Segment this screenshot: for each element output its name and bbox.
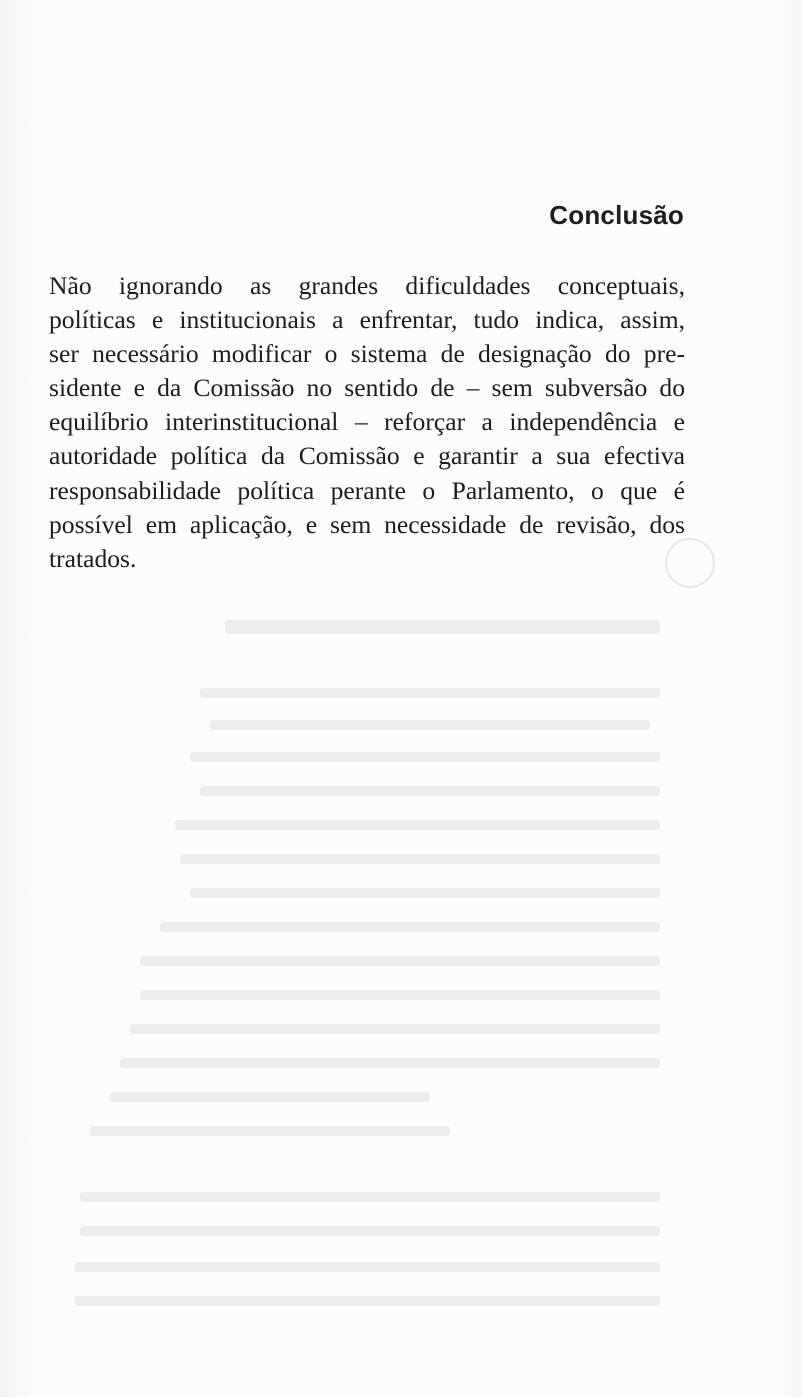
paragraph-line: sidente e da Comissão no sentido de – sem subversão do [49,373,685,403]
paragraph-line: autoridade política da Comissão e garantir a sua efectiva [49,441,685,471]
paragraph-line: possível em aplicação, e sem necessidade de revisão, dos [49,509,685,539]
running-header-title: Conclusão [549,200,684,230]
conclusion-paragraph [49,269,685,576]
paragraph-line: ser necessário modificar o sistema de designação do pre- [49,339,685,369]
paragraph-line: equilíbrio interinstitucional – reforçar a independência e [49,407,685,437]
paragraph-line: tratados. [49,543,137,573]
paragraph-line: políticas e institucionais a enfrentar, tudo indica, assim, [49,305,685,335]
paragraph-line: responsabilidade política perante o Parlamento, o que é [49,475,685,505]
paragraph-line: Não ignorando as grandes dificuldades conceptuais, [49,271,685,300]
